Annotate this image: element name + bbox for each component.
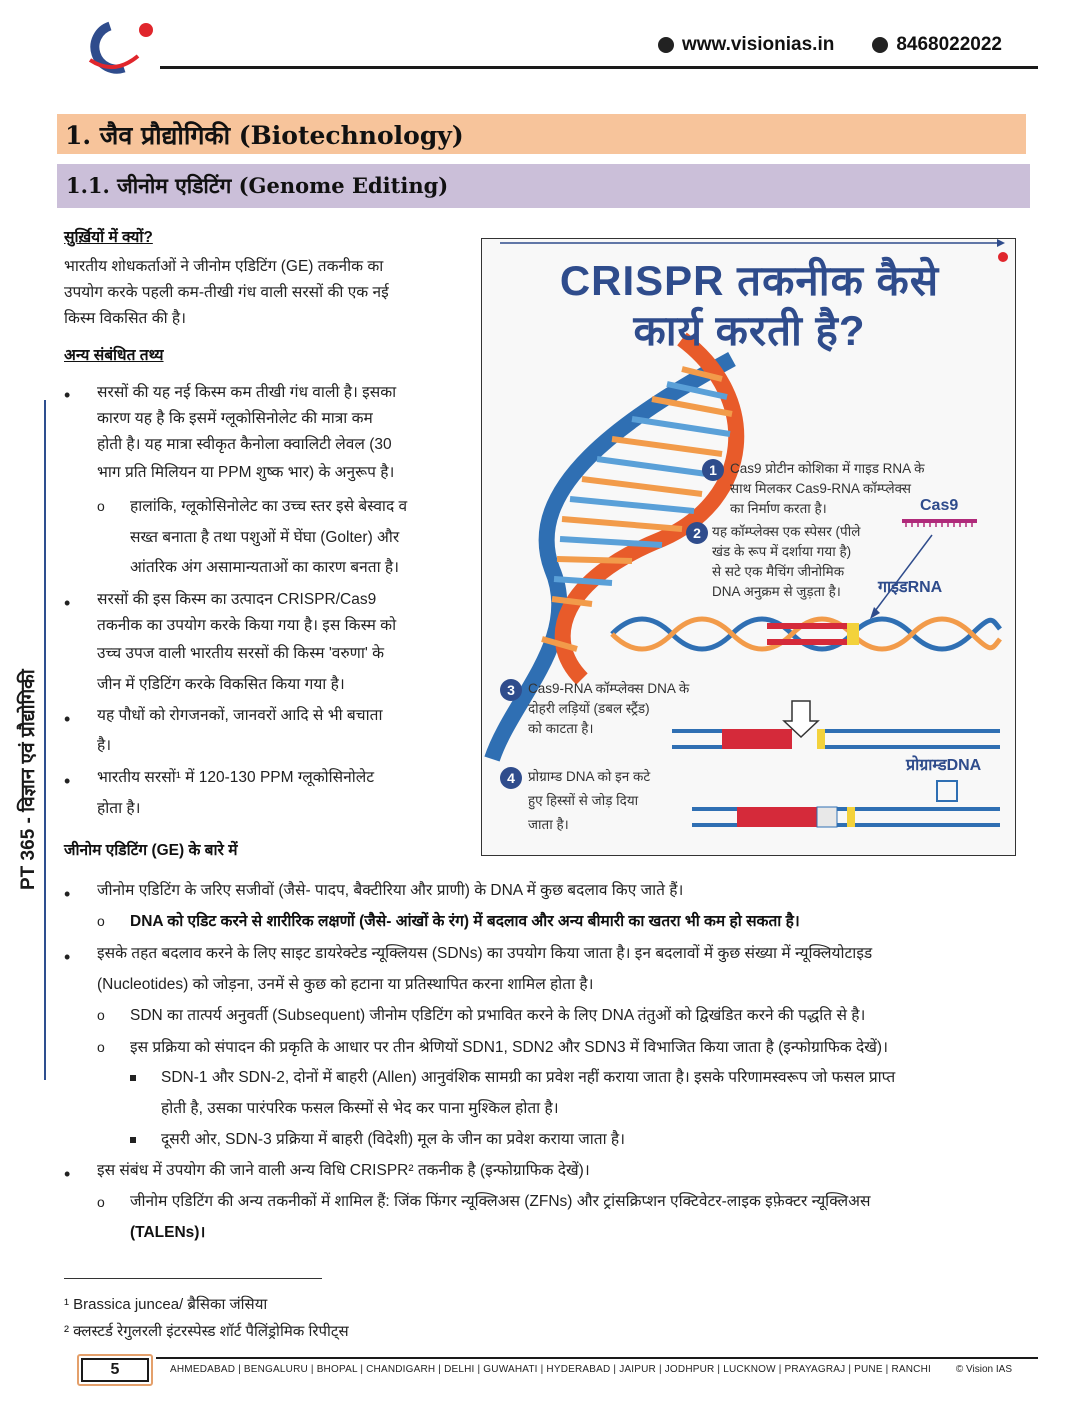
about-line: इस संबंध में उपयोग की जाने वाली अन्य विधि CRISPR² तकनीक है (इन्फोग्राफिक देखें)। <box>97 1162 590 1179</box>
footer-divider <box>156 1357 1038 1359</box>
news-line: किस्म विकसित की है। <box>64 310 187 327</box>
bullet-dot: • <box>64 771 71 791</box>
square-bullet <box>130 1137 136 1143</box>
step-number: 4 <box>500 767 522 789</box>
news-line: भारतीय शोधकर्ताओं ने जीनोम एडिटिंग (GE) तकनीक का <box>64 258 384 275</box>
step-3-line: को काटता है। <box>528 721 594 736</box>
step-2-line: DNA अनुक्रम से जुड़ता है। <box>712 584 841 599</box>
guide-rna-label: गाइडRNA <box>878 579 943 596</box>
fact-line: यह पौधों को रोगजनकों, जानवरों आदि से भी बचाता <box>97 707 383 724</box>
fact-line: होता है। <box>97 800 141 817</box>
square-bullet <box>130 1075 136 1081</box>
sub-bullet: o <box>97 1194 105 1210</box>
fact-line: है। <box>97 737 112 754</box>
step-3-line: दोहरी लड़ियों (डबल स्ट्रैंड) <box>528 701 650 716</box>
infographic-title: CRISPR तकनीक कैसे <box>559 257 940 304</box>
about-line: इसके तहत बदलाव करने के लिए साइट डायरेक्टेड न्यूक्लियस (SDNs) का उपयोग किया जाता है। इन बदलावों में कुछ संख्या में न्यूक्लियोटाइड <box>97 945 873 962</box>
about-sq-line: होती है, उसका पारंपरिक फसल किस्मों से भेद कर पाना मुश्किल होता है। <box>161 1100 559 1117</box>
step-2-line: से सटे एक मैचिंग जीनोमिक <box>712 564 845 579</box>
website-link[interactable]: www.visionias.in <box>681 34 835 55</box>
about-sub-line: इस प्रक्रिया को संपादन की प्रकृति के आधार पर तीन श्रेणियों SDN1, SDN2 और SDN3 में विभाजित किया जाता है (इन्फोग्राफिक देखें)। <box>130 1039 888 1056</box>
bullet-dot: • <box>64 1164 71 1184</box>
programmed-dna-label: प्रोग्राम्डDNA <box>906 757 982 774</box>
fact-line: सरसों की इस किस्म का उत्पादन CRISPR/Cas9 <box>97 591 377 608</box>
about-line: जीनोम एडिटिंग के जरिए सजीवों (जैसे- पादप, बैक्टीरिया और प्राणी) के DNA में कुछ बदलाव किए जाते हैं। <box>97 882 684 899</box>
fact-sub-line: आंतरिक अंग असामान्यताओं का कारण बनता है। <box>130 559 400 576</box>
footer-cities: AHMEDABAD | BENGALURU | BHOPAL | CHANDIGARH | DELHI | GUWAHATI | HYDERABAD | JAIPUR | JODHPUR | LUCKNOW | PRAYAGRAJ | PUNE | RANCHI <box>170 1364 931 1375</box>
about-sq-line: SDN-1 और SDN-2, दोनों में बाहरी (Allen) आनुवंशिक सामग्री का प्रवेश नहीं कराया जाता है। इसके परिणामस्वरूप जो फसल प्राप्त <box>161 1069 896 1086</box>
step-number: 3 <box>500 679 522 701</box>
side-label: PT 365 - विज्ञान एवं प्रौद्योगिकी <box>18 669 39 890</box>
step-1-line: का निर्माण करता है। <box>730 501 827 516</box>
step-1-line: साथ मिलकर Cas9-RNA कॉम्प्लेक्स <box>730 481 912 496</box>
fact-line: तकनीक का उपयोग करके किया गया है। इस किस्म को <box>97 617 397 634</box>
bullet-dot: • <box>64 593 71 613</box>
section-heading <box>57 114 1026 154</box>
about-sub-line: SDN का तात्पर्य अनुवर्ती (Subsequent) जीनोम एडिटिंग को प्रभावित करने के लिए DNA तंतुओं को द्विखंडित करने की पद्धति से है। <box>130 1007 866 1024</box>
bullet-dot: • <box>64 385 71 405</box>
fact-line: होती है। यह मात्रा स्वीकृत कैनोला क्वालिटी लेवल (30 <box>97 436 392 453</box>
sub-bullet: o <box>97 1007 105 1023</box>
step-2-line: यह कॉम्प्लेक्स एक स्पेसर (पीले <box>712 524 861 539</box>
side-divider <box>44 400 46 1080</box>
section-title: 1. जैव प्रौद्योगिकी (Biotechnology) <box>65 121 464 150</box>
facts-heading: अन्य संबंधित तथ्य <box>64 347 164 364</box>
about-line: (Nucleotides) को जोड़ना, उनमें से कुछ को हटाना या प्रतिस्थापित करना शामिल होता है। <box>97 976 594 993</box>
cas9-label: Cas9 <box>920 497 959 514</box>
fact-sub-line: हालांकि, ग्लूकोसिनोलेट का उच्च स्तर इसे बेस्वाद व <box>130 498 408 515</box>
fact-line: उच्च उपज वाली भारतीय सरसों की किस्म 'वरुणा' के <box>97 645 385 662</box>
fact-line: जीन में एडिटिंग करके विकसित किया गया है। <box>97 676 345 693</box>
fact-sub-line: सख्त बनाता है तथा पशुओं में घेंघा (Golter) और <box>130 529 400 546</box>
sub-bullet: o <box>97 913 105 929</box>
step-1-line: Cas9 प्रोटीन कोशिका में गाइड RNA के <box>730 461 925 476</box>
about-sub-line: जीनोम एडिटिंग की अन्य तकनीकों में शामिल हैं: जिंक फिंगर न्यूक्लिअस (ZFNs) और ट्रांसक्रिप्शन एक्टिवेटर-लाइक इफ़ेक्टर न्यूक्लिअस <box>130 1193 871 1210</box>
crispr-infographic <box>481 238 1016 856</box>
sub-bullet: o <box>97 498 105 514</box>
step-4-line: प्रोग्राम्ड DNA को इन कटे <box>528 769 651 784</box>
step-4-line: जाता है। <box>528 817 569 832</box>
footnote-divider <box>64 1278 322 1279</box>
about-sq-line: दूसरी ओर, SDN-3 प्रक्रिया में बाहरी (विदेशी) मूल के जीन का प्रवेश कराया जाता है। <box>161 1131 625 1148</box>
infographic-title: कार्य करती है? <box>633 307 866 354</box>
vision-ias-logo <box>80 16 160 74</box>
subsection-heading <box>57 164 1030 208</box>
fact-line: कारण यह है कि इसमें ग्लूकोसिनोलेट की मात्रा कम <box>97 410 373 427</box>
phone-icon <box>872 37 888 53</box>
subsection-title: 1.1. जीनोम एडिटिंग (Genome Editing) <box>66 173 449 198</box>
step-2-line: खंड के रूप में दर्शाया गया है) <box>712 544 852 559</box>
footnote: ¹ Brassica juncea/ ब्रैसिका जंसिया <box>64 1296 268 1313</box>
about-sub-line: DNA को एडिट करने से शारीरिक लक्षणों (जैसे- आंखों के रंग) में बदलाव और अन्य बीमारी का खतरा भी कम हो सकता है। <box>130 913 800 930</box>
footer-copyright: © Vision IAS <box>955 1364 1012 1375</box>
phone-number: 8468022022 <box>896 34 1002 55</box>
about-sub-line: (TALENs)। <box>130 1224 206 1241</box>
fact-line: भाग प्रति मिलियन या PPM शुष्क भार) के अनुरूप है। <box>97 464 395 481</box>
footnote: ² क्लस्टर्ड रेगुलरली इंटरस्पेस्ड शॉर्ट पैलिंड्रोमिक रिपीट्स <box>64 1323 349 1340</box>
bullet-dot: • <box>64 947 71 967</box>
news-heading: सुर्ख़ियों में क्यों? <box>64 229 153 246</box>
news-line: उपयोग करके पहली कम-तीखी गंध वाली सरसों की एक नई <box>64 284 389 301</box>
fact-line: भारतीय सरसों¹ में 120-130 PPM ग्लूकोसिनोलेट <box>97 769 375 786</box>
step-number: 1 <box>702 459 724 481</box>
bullet-dot: • <box>64 709 71 729</box>
step-number: 2 <box>686 522 708 544</box>
step-3-line: Cas9-RNA कॉम्प्लेक्स DNA के <box>528 681 690 696</box>
bullet-dot: • <box>64 884 71 904</box>
step-4-line: हुए हिस्सों से जोड़ दिया <box>528 793 639 808</box>
sub-bullet: o <box>97 1039 105 1055</box>
about-heading: जीनोम एडिटिंग (GE) के बारे में <box>64 842 238 859</box>
page-number: 5 <box>81 1358 149 1382</box>
header-contact <box>658 34 1002 56</box>
globe-icon <box>658 37 674 53</box>
page-number-box <box>77 1354 153 1386</box>
fact-line: सरसों की यह नई किस्म कम तीखी गंध वाली है। इसका <box>97 384 397 401</box>
header-divider <box>160 66 1038 69</box>
